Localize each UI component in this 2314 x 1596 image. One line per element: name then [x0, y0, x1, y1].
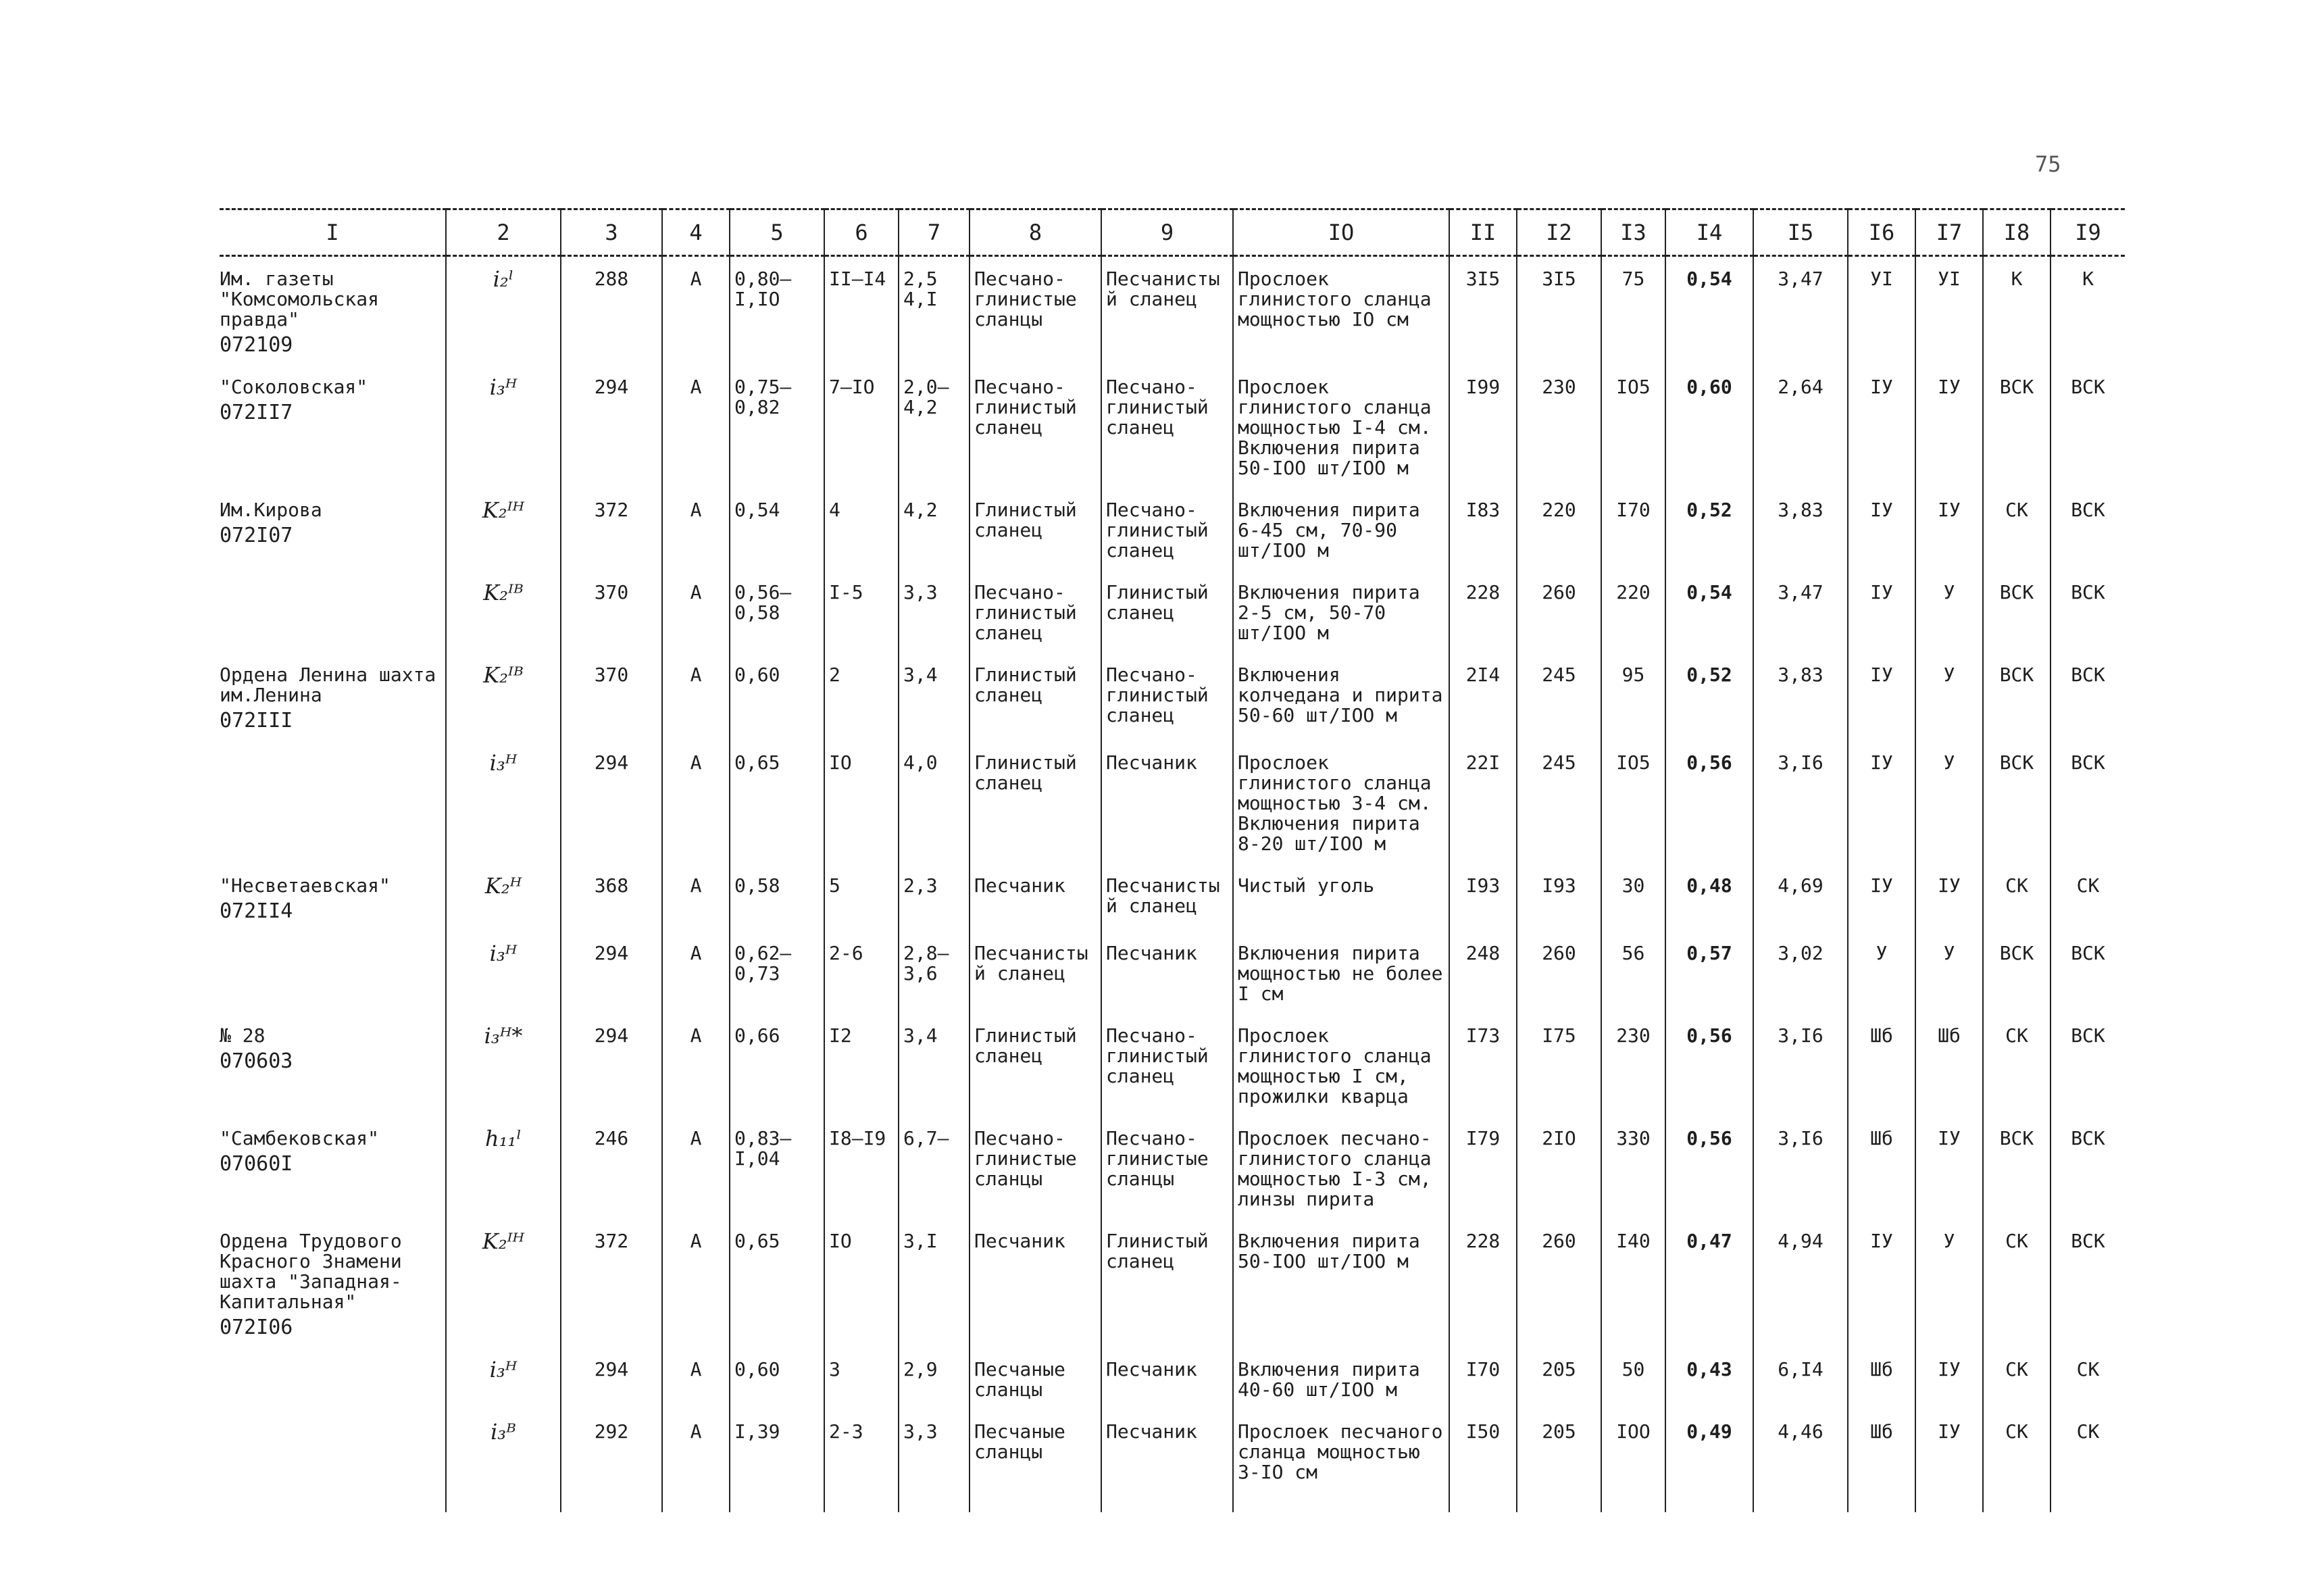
cell-roof: Песчано-глинистые сланцы [970, 256, 1101, 366]
column-header: I2 [1517, 209, 1601, 256]
cell-thickness: 0,60 [730, 1347, 824, 1410]
cell-c14: 0,56 [1665, 1014, 1753, 1116]
mine-name: Им.Кирова [220, 499, 322, 521]
mine-name: "Соколовская" [220, 376, 368, 398]
cell-c11: I93 [1449, 864, 1517, 931]
cell-seam: i₃ᴴ [446, 741, 561, 864]
cell-c11: I73 [1449, 1014, 1517, 1116]
cell-c18: СК [1983, 1347, 2051, 1410]
cell-thickness: 0,60 [730, 653, 824, 741]
cell-c13: IO5 [1601, 365, 1665, 488]
cell-c11: 22I [1449, 741, 1517, 864]
table-row [220, 488, 2125, 570]
mine-cell [220, 653, 446, 741]
table-row [220, 741, 2125, 864]
column-header: 8 [970, 209, 1101, 256]
cell-c16: Шб [1848, 1116, 1915, 1219]
cell-ash: 2,3 [899, 864, 970, 931]
cell-c17: Шб [1915, 1014, 1983, 1116]
cell-ash: 6,7– [899, 1116, 970, 1219]
cell-angle: 5 [824, 864, 899, 931]
cell-angle: 2 [824, 653, 899, 741]
cell-c13: 75 [1601, 256, 1665, 366]
cell-grade: A [662, 488, 730, 570]
cell-inclusions: Включения пирита 50-IOO шт/IOO м [1233, 1219, 1449, 1347]
cell-c11: 228 [1449, 570, 1517, 653]
cell-c15: 4,69 [1753, 864, 1848, 931]
cell-roof: Песчано-глинистый сланец [970, 365, 1101, 488]
cell-c14: 0,54 [1665, 256, 1753, 366]
cell-c19: СК [2051, 864, 2125, 931]
cell-roof: Глинистый сланец [970, 488, 1101, 570]
mine-cell [220, 256, 446, 366]
cell-seam: h₁₁ˡ [446, 1116, 561, 1219]
cell-angle: 4 [824, 488, 899, 570]
cell-ash: 3,4 [899, 1014, 970, 1116]
cell-seam: K₂ᴴ [446, 864, 561, 931]
cell-c18: К [1983, 256, 2051, 366]
cell-roof: Песчаник [970, 1219, 1101, 1347]
cell-c17: У [1915, 653, 1983, 741]
cell-c18: ВСК [1983, 1116, 2051, 1219]
mine-cell [220, 570, 446, 653]
cell-inclusions: Прослоек глинистого сланца мощностью I-4 см. Включения пирита 50-IOO шт/IOO м [1233, 365, 1449, 488]
column-header: II [1449, 209, 1517, 256]
cell-inclusions: Включения пирита мощностью не более I см [1233, 931, 1449, 1014]
cell-c14: 0,48 [1665, 864, 1753, 931]
cell-depth: 368 [561, 864, 662, 931]
column-header: 9 [1101, 209, 1233, 256]
cell-grade: A [662, 741, 730, 864]
mine-code: 07060I [220, 1152, 293, 1176]
cell-angle: II–I4 [824, 256, 899, 366]
cell-c12: 205 [1517, 1410, 1601, 1512]
cell-roof: Глинистый сланец [970, 653, 1101, 741]
cell-c13: IO5 [1601, 741, 1665, 864]
column-header: 6 [824, 209, 899, 256]
cell-c12: I93 [1517, 864, 1601, 931]
cell-c15: 2,64 [1753, 365, 1848, 488]
cell-c16: IУ [1848, 570, 1915, 653]
mine-code: 070603 [220, 1049, 293, 1073]
cell-c12: 2IO [1517, 1116, 1601, 1219]
cell-c15: 4,46 [1753, 1410, 1848, 1512]
cell-c11: I50 [1449, 1410, 1517, 1512]
cell-c17: У [1915, 931, 1983, 1014]
cell-angle: 2-6 [824, 931, 899, 1014]
cell-c18: СК [1983, 1219, 2051, 1347]
cell-inclusions: Чистый уголь [1233, 864, 1449, 931]
cell-c15: 4,94 [1753, 1219, 1848, 1347]
cell-c14: 0,60 [1665, 365, 1753, 488]
cell-floor: Песчано-глинистый сланец [1101, 653, 1233, 741]
cell-c15: 3,83 [1753, 653, 1848, 741]
cell-c14: 0,54 [1665, 570, 1753, 653]
cell-c12: I75 [1517, 1014, 1601, 1116]
cell-grade: A [662, 864, 730, 931]
mine-name: Ордена Трудового Красного Знамени шахта "Западная-Капитальная" [220, 1230, 402, 1313]
mine-cell [220, 864, 446, 931]
cell-grade: A [662, 1014, 730, 1116]
cell-thickness: 0,65 [730, 741, 824, 864]
mine-cell [220, 1347, 446, 1410]
cell-c19: СК [2051, 1410, 2125, 1512]
column-header: I7 [1915, 209, 1983, 256]
cell-seam: K₂ᴵᴴ [446, 1219, 561, 1347]
mine-code: 072109 [220, 333, 293, 357]
data-table [220, 208, 2125, 1512]
cell-c17: IУ [1915, 488, 1983, 570]
cell-grade: A [662, 1347, 730, 1410]
cell-c19: ВСК [2051, 741, 2125, 864]
cell-c13: I70 [1601, 488, 1665, 570]
cell-floor: Песчаник [1101, 931, 1233, 1014]
cell-c16: Шб [1848, 1347, 1915, 1410]
cell-grade: A [662, 256, 730, 366]
cell-c19: ВСК [2051, 1219, 2125, 1347]
cell-thickness: 0,54 [730, 488, 824, 570]
cell-c17: УI [1915, 256, 1983, 366]
cell-depth: 370 [561, 570, 662, 653]
cell-c19: ВСК [2051, 488, 2125, 570]
cell-grade: A [662, 931, 730, 1014]
cell-c16: IУ [1848, 488, 1915, 570]
cell-depth: 294 [561, 365, 662, 488]
cell-c17: IУ [1915, 1410, 1983, 1512]
cell-c13: 330 [1601, 1116, 1665, 1219]
column-header: I4 [1665, 209, 1753, 256]
cell-c18: СК [1983, 1410, 2051, 1512]
cell-grade: A [662, 1219, 730, 1347]
cell-c18: ВСК [1983, 653, 2051, 741]
column-header: 3 [561, 209, 662, 256]
cell-floor: Песчанистый сланец [1101, 864, 1233, 931]
cell-ash: 3,I [899, 1219, 970, 1347]
column-header: 2 [446, 209, 561, 256]
cell-depth: 292 [561, 1410, 662, 1512]
cell-ash: 2,8–3,6 [899, 931, 970, 1014]
column-header: I [220, 209, 446, 256]
cell-roof: Песчаные сланцы [970, 1347, 1101, 1410]
cell-c18: СК [1983, 864, 2051, 931]
cell-angle: 2-3 [824, 1410, 899, 1512]
cell-roof: Песчанистый сланец [970, 931, 1101, 1014]
column-header: 5 [730, 209, 824, 256]
cell-c17: У [1915, 741, 1983, 864]
mine-code: 072I06 [220, 1316, 293, 1339]
cell-thickness: 0,62–0,73 [730, 931, 824, 1014]
column-header: I6 [1848, 209, 1915, 256]
mine-code: 072III [220, 709, 293, 732]
cell-c13: 30 [1601, 864, 1665, 931]
cell-floor: Глинистый сланец [1101, 1219, 1233, 1347]
column-header: IO [1233, 209, 1449, 256]
cell-seam: i₃ᴴ [446, 931, 561, 1014]
cell-c15: 3,I6 [1753, 1014, 1848, 1116]
cell-c18: ВСК [1983, 570, 2051, 653]
mine-cell [220, 1014, 446, 1116]
cell-c19: СК [2051, 1347, 2125, 1410]
cell-thickness: 0,65 [730, 1219, 824, 1347]
cell-c12: 230 [1517, 365, 1601, 488]
cell-c16: IУ [1848, 365, 1915, 488]
cell-c19: ВСК [2051, 653, 2125, 741]
cell-ash: 2,0–4,2 [899, 365, 970, 488]
cell-c14: 0,43 [1665, 1347, 1753, 1410]
cell-angle: IO [824, 741, 899, 864]
cell-depth: 294 [561, 931, 662, 1014]
cell-grade: A [662, 1116, 730, 1219]
cell-seam: i₃ᴮ [446, 1410, 561, 1512]
cell-c11: 228 [1449, 1219, 1517, 1347]
cell-c11: 2I4 [1449, 653, 1517, 741]
mine-name: "Несветаевская" [220, 874, 391, 897]
cell-c19: ВСК [2051, 1014, 2125, 1116]
cell-depth: 370 [561, 653, 662, 741]
cell-c16: IУ [1848, 864, 1915, 931]
cell-c13: I40 [1601, 1219, 1665, 1347]
cell-c13: 56 [1601, 931, 1665, 1014]
cell-seam: K₂ᴵᴴ [446, 488, 561, 570]
cell-c16: Шб [1848, 1410, 1915, 1512]
cell-c16: У [1848, 931, 1915, 1014]
mine-cell [220, 1410, 446, 1512]
cell-c15: 3,83 [1753, 488, 1848, 570]
cell-depth: 294 [561, 741, 662, 864]
cell-c12: 260 [1517, 931, 1601, 1014]
mine-cell [220, 1219, 446, 1347]
table-row [220, 1219, 2125, 1347]
cell-c15: 3,02 [1753, 931, 1848, 1014]
cell-roof: Песчаник [970, 864, 1101, 931]
cell-c12: 245 [1517, 653, 1601, 741]
cell-c13: 220 [1601, 570, 1665, 653]
cell-c11: I70 [1449, 1347, 1517, 1410]
cell-roof: Глинистый сланец [970, 741, 1101, 864]
cell-roof: Песчано-глинистые сланцы [970, 1116, 1101, 1219]
mine-cell [220, 1116, 446, 1219]
column-header: I9 [2051, 209, 2125, 256]
cell-ash: 4,0 [899, 741, 970, 864]
cell-angle: 3 [824, 1347, 899, 1410]
cell-thickness: 0,56–0,58 [730, 570, 824, 653]
cell-inclusions: Прослоек глинистого сланца мощностью 3-4 см. Включения пирита 8-20 шт/IOO м [1233, 741, 1449, 864]
mine-name: Им. газеты "Комсомольская правда" [220, 268, 380, 330]
cell-c13: 95 [1601, 653, 1665, 741]
cell-depth: 288 [561, 256, 662, 366]
cell-c14: 0,47 [1665, 1219, 1753, 1347]
cell-depth: 294 [561, 1014, 662, 1116]
cell-c17: IУ [1915, 864, 1983, 931]
mine-code: 072II7 [220, 401, 293, 424]
cell-thickness: 0,66 [730, 1014, 824, 1116]
cell-c13: 230 [1601, 1014, 1665, 1116]
cell-c18: ВСК [1983, 741, 2051, 864]
cell-floor: Песчано-глинистый сланец [1101, 365, 1233, 488]
cell-c15: 3,47 [1753, 256, 1848, 366]
mine-name: "Самбековская" [220, 1127, 380, 1149]
cell-floor: Песчаник [1101, 1347, 1233, 1410]
mine-cell [220, 365, 446, 488]
cell-c12: 260 [1517, 1219, 1601, 1347]
cell-c15: 3,I6 [1753, 1116, 1848, 1219]
cell-c17: У [1915, 570, 1983, 653]
cell-c16: УI [1848, 256, 1915, 366]
cell-roof: Глинистый сланец [970, 1014, 1101, 1116]
cell-c17: IУ [1915, 1116, 1983, 1219]
column-header: I3 [1601, 209, 1665, 256]
cell-thickness: 0,75–0,82 [730, 365, 824, 488]
cell-roof: Песчаные сланцы [970, 1410, 1101, 1512]
cell-c19: ВСК [2051, 570, 2125, 653]
cell-depth: 246 [561, 1116, 662, 1219]
cell-c18: ВСК [1983, 931, 2051, 1014]
cell-c16: IУ [1848, 741, 1915, 864]
cell-seam: i₃ᴴ [446, 1347, 561, 1410]
cell-c15: 6,I4 [1753, 1347, 1848, 1410]
column-header: 4 [662, 209, 730, 256]
mine-code: 072II4 [220, 899, 293, 923]
cell-c11: 248 [1449, 931, 1517, 1014]
cell-c16: IУ [1848, 1219, 1915, 1347]
cell-ash: 2,5 4,I [899, 256, 970, 366]
cell-angle: IO [824, 1219, 899, 1347]
table-row [220, 1014, 2125, 1116]
cell-inclusions: Включения пирита 2-5 см, 50-70 шт/IOO м [1233, 570, 1449, 653]
mine-name: № 28 [220, 1024, 266, 1047]
cell-c14: 0,52 [1665, 488, 1753, 570]
table-row [220, 864, 2125, 931]
mine-code: 072I07 [220, 524, 293, 547]
cell-c15: 3,47 [1753, 570, 1848, 653]
cell-c19: К [2051, 256, 2125, 366]
cell-floor: Песчано-глинистый сланец [1101, 488, 1233, 570]
cell-floor: Песчаник [1101, 1410, 1233, 1512]
cell-seam: K₂ᴵᴮ [446, 570, 561, 653]
column-header: I5 [1753, 209, 1848, 256]
cell-floor: Песчанистый сланец [1101, 256, 1233, 366]
cell-c17: IУ [1915, 365, 1983, 488]
mine-name: Ордена Ленина шахта им.Ленина [220, 664, 436, 706]
table-row [220, 365, 2125, 488]
cell-c11: I79 [1449, 1116, 1517, 1219]
cell-inclusions: Прослоек глинистого сланца мощностью I см, прожилки кварца [1233, 1014, 1449, 1116]
mine-cell [220, 488, 446, 570]
cell-c17: IУ [1915, 1347, 1983, 1410]
table-row [220, 1410, 2125, 1512]
cell-c15: 3,I6 [1753, 741, 1848, 864]
cell-c13: 50 [1601, 1347, 1665, 1410]
mine-cell [220, 741, 446, 864]
cell-ash: 3,3 [899, 570, 970, 653]
cell-grade: A [662, 1410, 730, 1512]
cell-thickness: 0,58 [730, 864, 824, 931]
cell-c19: ВСК [2051, 931, 2125, 1014]
page-number: 75 [2035, 151, 2061, 177]
cell-c12: 260 [1517, 570, 1601, 653]
cell-c12: 205 [1517, 1347, 1601, 1410]
cell-c14: 0,57 [1665, 931, 1753, 1014]
cell-inclusions: Прослоек глинистого сланца мощностью IO см [1233, 256, 1449, 366]
cell-grade: A [662, 365, 730, 488]
cell-floor: Песчано-глинистый сланец [1101, 1014, 1233, 1116]
cell-grade: A [662, 570, 730, 653]
header-row [220, 209, 2125, 256]
cell-thickness: 0,83–I,04 [730, 1116, 824, 1219]
cell-seam: i₃ᴴ* [446, 1014, 561, 1116]
cell-depth: 372 [561, 488, 662, 570]
cell-angle: I2 [824, 1014, 899, 1116]
cell-inclusions: Включения колчедана и пирита 50-60 шт/IOO м [1233, 653, 1449, 741]
cell-c11: I83 [1449, 488, 1517, 570]
cell-ash: 2,9 [899, 1347, 970, 1410]
cell-ash: 3,4 [899, 653, 970, 741]
table-row [220, 1116, 2125, 1219]
cell-ash: 4,2 [899, 488, 970, 570]
cell-inclusions: Включения пирита 6-45 см, 70-90 шт/IOO м [1233, 488, 1449, 570]
cell-inclusions: Прослоек песчано-глинистого сланца мощностью I-3 см, линзы пирита [1233, 1116, 1449, 1219]
table-row [220, 570, 2125, 653]
cell-floor: Песчано-глинистые сланцы [1101, 1116, 1233, 1219]
cell-seam: K₂ᴵᴮ [446, 653, 561, 741]
cell-floor: Песчаник [1101, 741, 1233, 864]
cell-c18: СК [1983, 488, 2051, 570]
cell-c12: 220 [1517, 488, 1601, 570]
cell-grade: A [662, 653, 730, 741]
cell-angle: I8–I9 [824, 1116, 899, 1219]
cell-c14: 0,52 [1665, 653, 1753, 741]
cell-floor: Глинистый сланец [1101, 570, 1233, 653]
cell-seam: i₃ᴴ [446, 365, 561, 488]
cell-c14: 0,56 [1665, 1116, 1753, 1219]
cell-c17: У [1915, 1219, 1983, 1347]
cell-c19: ВСК [2051, 365, 2125, 488]
cell-inclusions: Включения пирита 40-60 шт/IOO м [1233, 1347, 1449, 1410]
cell-c16: IУ [1848, 653, 1915, 741]
cell-angle: I-5 [824, 570, 899, 653]
column-header: I8 [1983, 209, 2051, 256]
cell-c11: 3I5 [1449, 256, 1517, 366]
table-row [220, 256, 2125, 366]
cell-angle: 7–IO [824, 365, 899, 488]
cell-ash: 3,3 [899, 1410, 970, 1512]
cell-seam: i₂ˡ [446, 256, 561, 366]
cell-thickness: 0,80–I,IO [730, 256, 824, 366]
cell-c18: СК [1983, 1014, 2051, 1116]
cell-depth: 294 [561, 1347, 662, 1410]
cell-roof: Песчано-глинистый сланец [970, 570, 1101, 653]
cell-c14: 0,49 [1665, 1410, 1753, 1512]
cell-c13: IOO [1601, 1410, 1665, 1512]
cell-depth: 372 [561, 1219, 662, 1347]
cell-c14: 0,56 [1665, 741, 1753, 864]
table-row [220, 1347, 2125, 1410]
table-row [220, 653, 2125, 741]
cell-c12: 245 [1517, 741, 1601, 864]
cell-c16: Шб [1848, 1014, 1915, 1116]
cell-c11: I99 [1449, 365, 1517, 488]
cell-c12: 3I5 [1517, 256, 1601, 366]
cell-c18: ВСК [1983, 365, 2051, 488]
cell-c19: ВСК [2051, 1116, 2125, 1219]
table-row [220, 931, 2125, 1014]
cell-inclusions: Прослоек песчаного сланца мощностью 3-IO см [1233, 1410, 1449, 1512]
cell-thickness: I,39 [730, 1410, 824, 1512]
column-header: 7 [899, 209, 970, 256]
mine-cell [220, 931, 446, 1014]
